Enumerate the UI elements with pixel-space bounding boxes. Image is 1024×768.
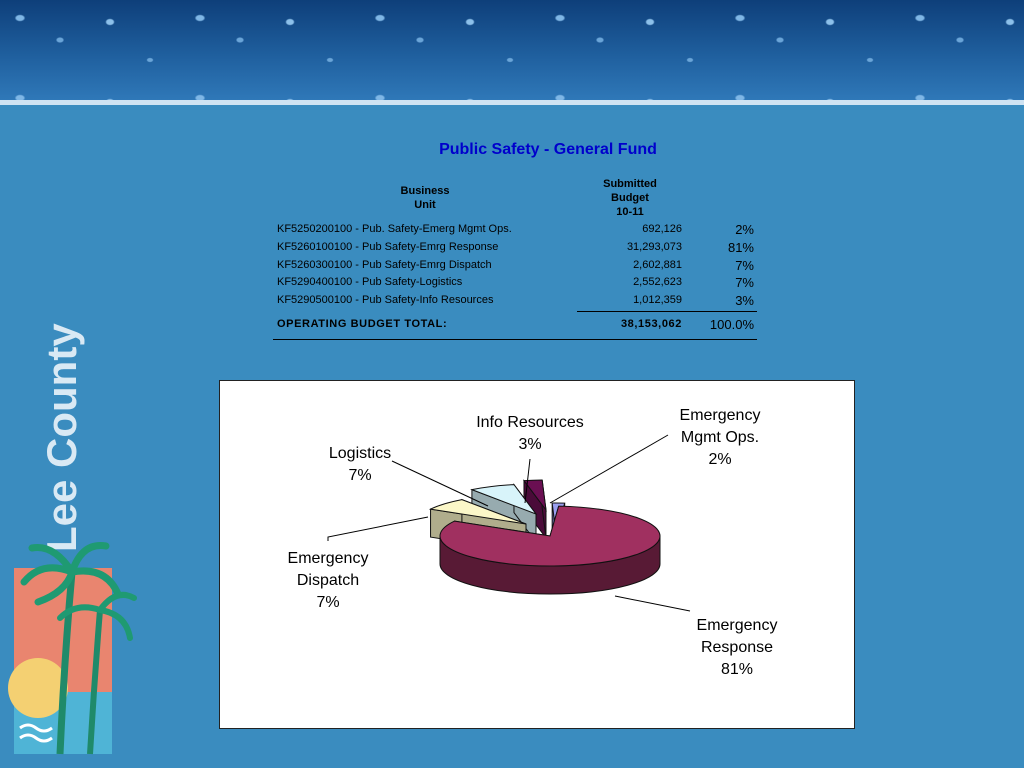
row-unit: KF5260300100 - Pub Safety-Emrg Dispatch bbox=[277, 259, 492, 271]
slice-label-info-resources bbox=[476, 414, 584, 453]
slice-label-line: 7% bbox=[316, 594, 340, 611]
slice-label-line: Logistics bbox=[328, 445, 392, 462]
leader-line-logistics bbox=[392, 461, 488, 506]
total-pct: 100.0% bbox=[709, 317, 754, 332]
leader-line-emergency-response bbox=[615, 596, 690, 611]
table-row bbox=[277, 276, 757, 293]
table-row bbox=[277, 294, 757, 311]
col-header-line: Business bbox=[400, 185, 450, 197]
row-amount: 692,126 bbox=[642, 223, 682, 235]
table-row bbox=[277, 223, 757, 240]
slice-label-line: Info Resources bbox=[476, 414, 584, 431]
slice-label-line: Emergency bbox=[696, 617, 778, 634]
row-pct: 7% bbox=[735, 275, 754, 290]
slice-label-line: Emergency bbox=[287, 550, 369, 567]
total-row bbox=[277, 318, 757, 335]
row-pct: 3% bbox=[735, 293, 754, 308]
row-amount: 31,293,073 bbox=[626, 241, 682, 253]
col-header-line: 10-11 bbox=[616, 206, 644, 218]
pie-chart bbox=[220, 381, 854, 728]
total-amount: 38,153,062 bbox=[620, 318, 682, 330]
leader-line-emergency-dispatch bbox=[328, 517, 428, 541]
row-unit: KF5250200100 - Pub. Safety-Emerg Mgmt Ops. bbox=[277, 223, 512, 235]
slice-label-logistics bbox=[329, 445, 391, 484]
row-unit: KF5290500100 - Pub Safety-Info Resources bbox=[277, 294, 494, 306]
row-amount: 1,012,359 bbox=[633, 294, 682, 306]
pie-chart-panel bbox=[219, 380, 855, 729]
slice-label-line: 2% bbox=[708, 451, 732, 468]
col-header-line: Budget bbox=[611, 192, 649, 204]
slice-label-line: Dispatch bbox=[296, 572, 360, 589]
table-row bbox=[277, 241, 757, 258]
row-amount: 2,602,881 bbox=[633, 259, 682, 271]
slice-label-line: Response bbox=[700, 639, 774, 656]
table-row bbox=[277, 259, 757, 276]
row-pct: 2% bbox=[735, 222, 754, 237]
col-header-line: Submitted bbox=[603, 178, 657, 190]
leader-line-emergency-mgmt-ops bbox=[550, 435, 668, 503]
col-header-business-unit bbox=[380, 184, 470, 212]
row-unit: KF5260100100 - Pub Safety-Emrg Response bbox=[277, 241, 499, 253]
row-unit: KF5290400100 - Pub Safety-Logistics bbox=[277, 276, 463, 288]
col-header-line: Unit bbox=[414, 199, 436, 211]
total-label: OPERATING BUDGET TOTAL: bbox=[277, 318, 448, 330]
slice-label-line: Mgmt Ops. bbox=[680, 429, 760, 446]
slice-label-emergency-dispatch bbox=[288, 550, 369, 611]
slice-label-line: 81% bbox=[720, 661, 754, 678]
col-header-budget bbox=[585, 177, 675, 219]
slice-label-emergency-mgmt-ops bbox=[680, 407, 761, 468]
header-banner bbox=[0, 0, 1024, 100]
slice-label-line: 7% bbox=[348, 467, 372, 484]
total-rule bbox=[273, 339, 757, 340]
row-amount: 2,552,623 bbox=[633, 276, 682, 288]
subtotal-rule bbox=[577, 311, 757, 312]
page-title: Public Safety - General Fund bbox=[439, 141, 657, 158]
lee-county-logo bbox=[0, 310, 140, 760]
slice-label-emergency-response bbox=[697, 617, 778, 678]
row-pct: 7% bbox=[735, 258, 754, 273]
logo-text: Lee County bbox=[38, 323, 85, 552]
row-pct: 81% bbox=[727, 240, 754, 255]
slice-label-line: 3% bbox=[518, 436, 542, 453]
slice-label-line: Emergency bbox=[679, 407, 761, 424]
banner-divider bbox=[0, 100, 1024, 105]
